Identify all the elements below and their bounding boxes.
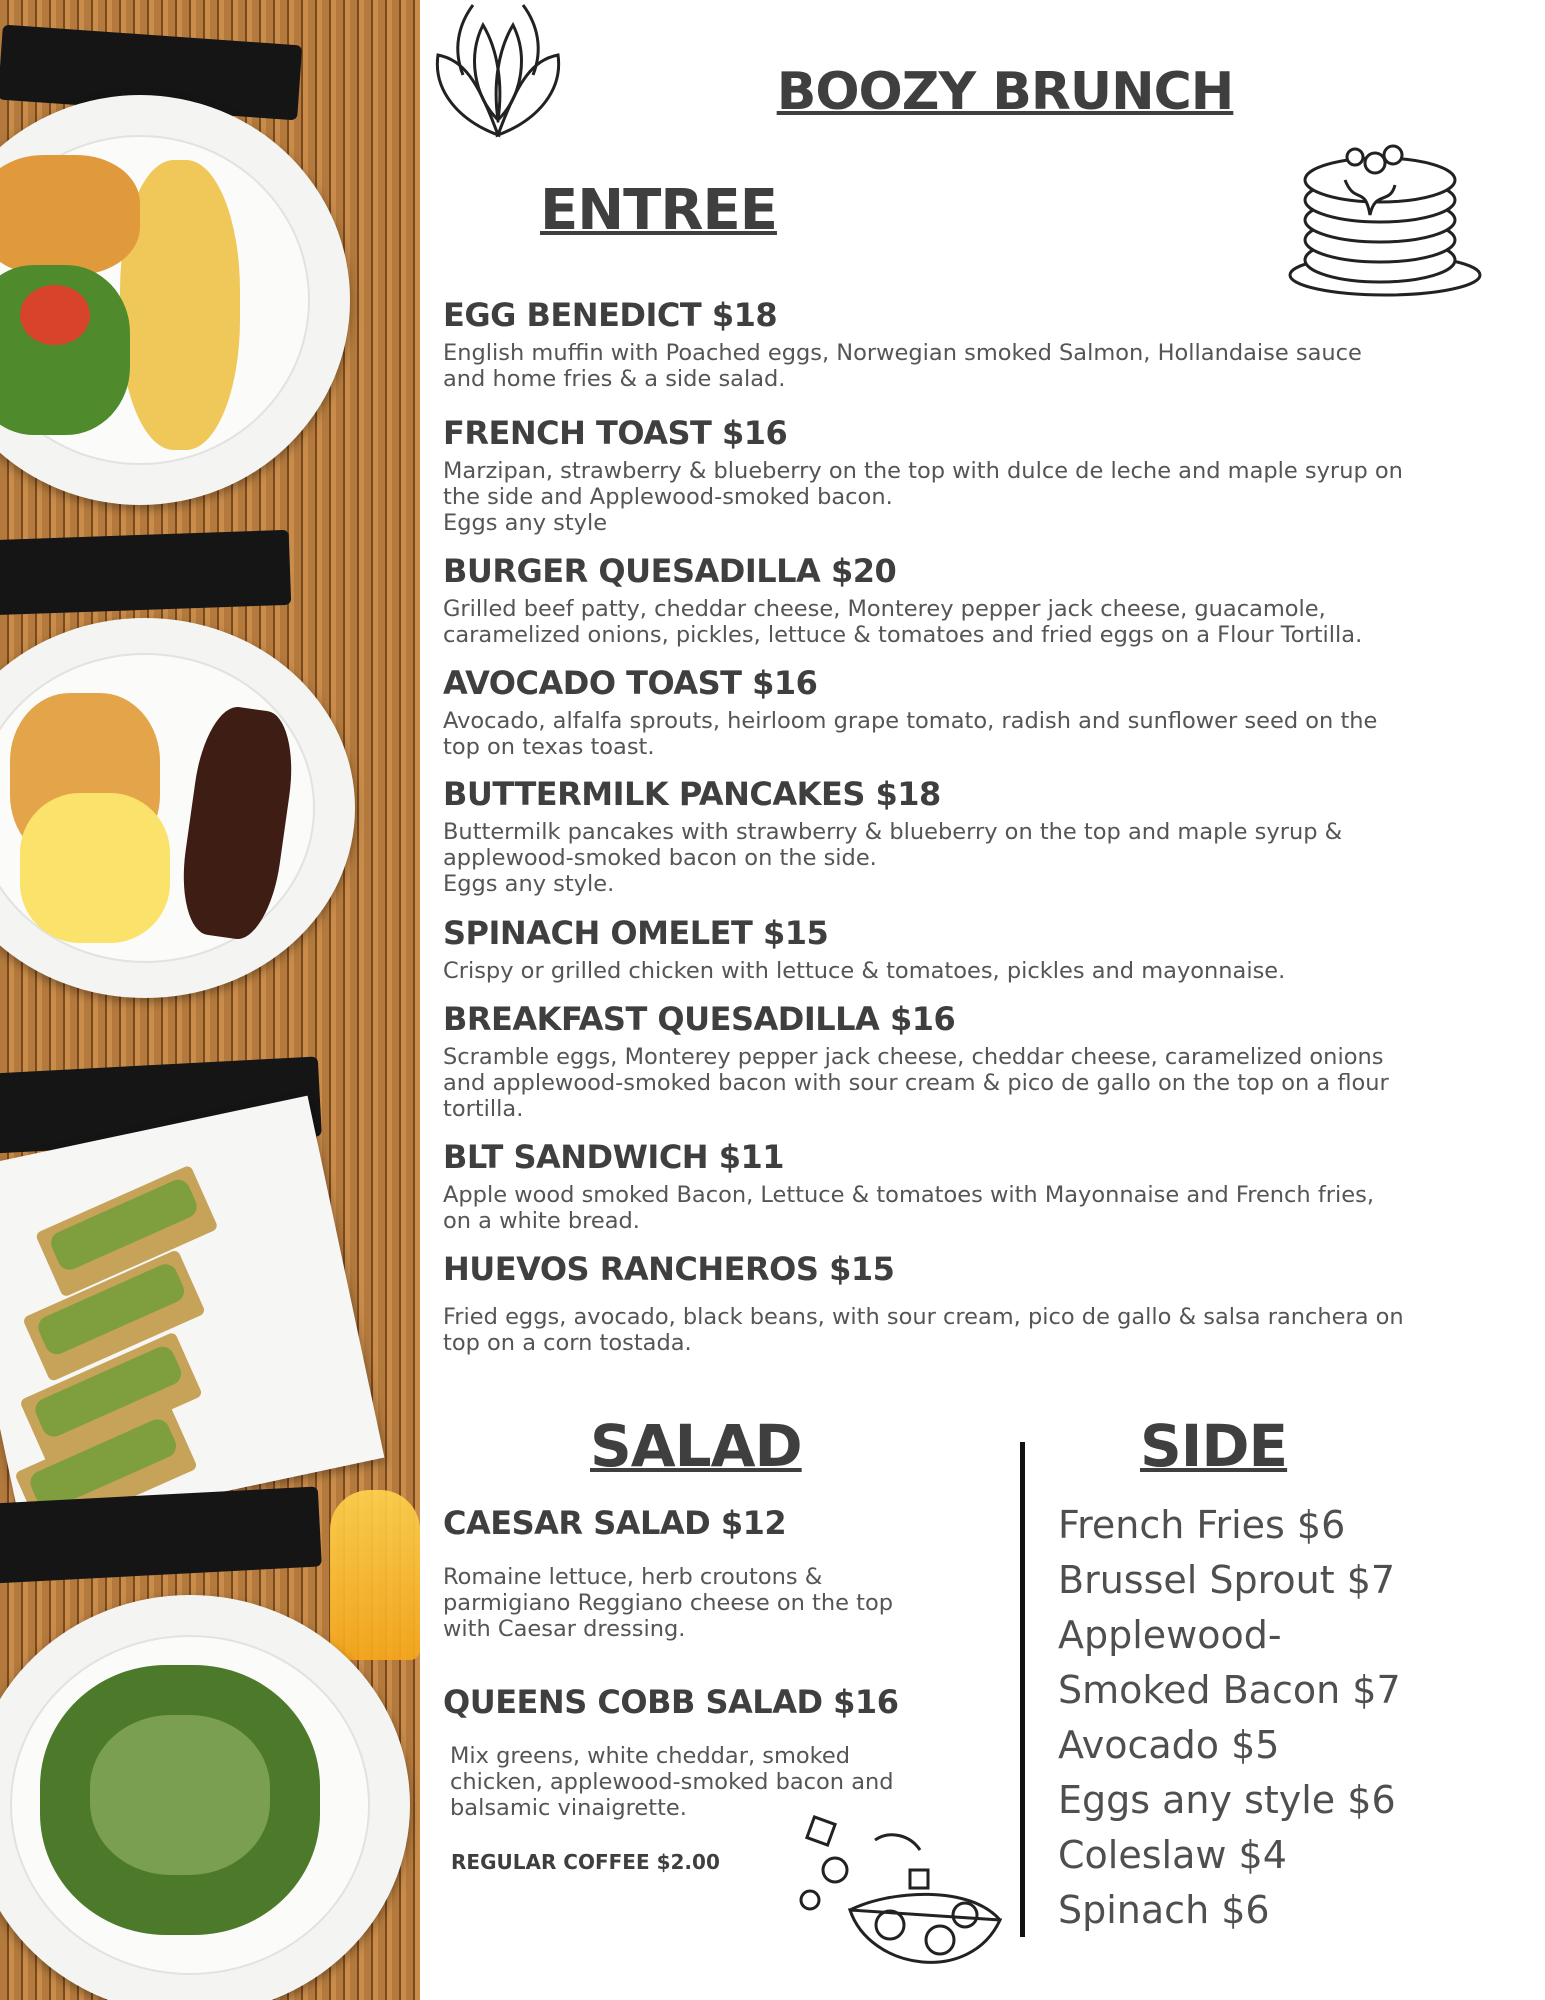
item-description: Buttermilk pancakes with strawberry & blueberry on the top and maple syrup & applewood-smoked bacon on the side. Eggs any style. (443, 819, 1343, 897)
menu-item (443, 552, 1483, 648)
item-name: BUTTERMILK PANCAKES $18 (443, 775, 941, 813)
menu-item (443, 1138, 1483, 1234)
menu-item (443, 775, 1483, 897)
item-description: Scramble eggs, Monterey pepper jack cheese, cheddar cheese, caramelized onions and applewood-smoked bacon with sour cream & pico de gallo on the top on a flour tortilla. (443, 1044, 1389, 1122)
side-item: Coleslaw $4 (1058, 1833, 1287, 1877)
item-name: BREAKFAST QUESADILLA $16 (443, 1000, 956, 1038)
artichoke-illustration (418, 0, 578, 140)
steak-plate (0, 618, 355, 998)
item-description: Romaine lettuce, herb croutons & parmigiano Reggiano cheese on the top with Caesar dressing. (443, 1564, 893, 1642)
menu-title: BOOZY BRUNCH (776, 62, 1234, 122)
item-name: QUEENS COBB SALAD $16 (443, 1683, 899, 1721)
item-description: Mix greens, white cheddar, smoked chicken, applewood-smoked bacon and balsamic vinaigrette. (450, 1743, 894, 1821)
item-description: Crispy or grilled chicken with lettuce & tomatoes, pickles and mayonnaise. (443, 958, 1286, 984)
item-name: FRENCH TOAST $16 (443, 414, 788, 452)
item-name: CAESAR SALAD $12 (443, 1504, 787, 1542)
salad-heading: SALAD (590, 1412, 802, 1480)
coffee-price: REGULAR COFFEE $2.00 (451, 1850, 720, 1874)
food-photo-strip (0, 0, 420, 2000)
avocado-toast-plate (0, 1096, 384, 1535)
menu-item (443, 914, 1483, 984)
menu-item (443, 1000, 1483, 1122)
pancake-stack-illustration (1285, 135, 1490, 300)
item-description: Grilled beef patty, cheddar cheese, Monterey pepper jack cheese, guacamole, caramelized onions, pickles, lettuce & tomatoes and fried eggs on a Flour Tortilla. (443, 596, 1363, 648)
item-name: SPINACH OMELET $15 (443, 914, 829, 952)
item-description: English muffin with Poached eggs, Norwegian smoked Salmon, Hollandaise sauce and home fries & a side salad. (443, 340, 1362, 392)
salad-bowl-illustration (790, 1800, 1020, 2000)
item-name: BLT SANDWICH $11 (443, 1138, 785, 1176)
item-description: Fried eggs, avocado, black beans, with sour cream, pico de gallo & salsa ranchera on top on a corn tostada. (443, 1304, 1404, 1356)
side-item: Applewood- Smoked Bacon $7 (1058, 1613, 1401, 1712)
menu-item (443, 1504, 963, 1642)
item-name: EGG BENEDICT $18 (443, 296, 778, 334)
item-description: Avocado, alfalfa sprouts, heirloom grape tomato, radish and sunflower seed on the top on texas toast. (443, 708, 1378, 760)
orange-juice-glass (330, 1490, 420, 1660)
item-name: HUEVOS RANCHEROS $15 (443, 1250, 895, 1288)
omelet-plate (0, 95, 350, 505)
menu-item (443, 1683, 963, 1821)
item-description: Marzipan, strawberry & blueberry on the top with dulce de leche and maple syrup on the side and Applewood-smoked bacon. Eggs any style (443, 458, 1403, 536)
side-heading: SIDE (1140, 1412, 1288, 1480)
napkin (0, 530, 291, 615)
item-name: AVOCADO TOAST $16 (443, 664, 818, 702)
side-item: Avocado $5 (1058, 1723, 1280, 1767)
item-description: Apple wood smoked Bacon, Lettuce & tomatoes with Mayonnaise and French fries, on a white bread. (443, 1182, 1374, 1234)
section-divider (1020, 1442, 1025, 1937)
menu-item (443, 664, 1483, 760)
napkin (0, 1486, 322, 1583)
side-item: Brussel Sprout $7 (1058, 1558, 1396, 1602)
menu-item (443, 296, 1483, 392)
side-item: Spinach $6 (1058, 1888, 1270, 1932)
side-item: Eggs any style $6 (1058, 1778, 1396, 1822)
entree-heading: ENTREE (540, 178, 777, 243)
side-list (1058, 1498, 1478, 1938)
side-item: French Fries $6 (1058, 1503, 1346, 1547)
menu-item (443, 1250, 1483, 1356)
menu-item (443, 414, 1483, 536)
item-name: BURGER QUESADILLA $20 (443, 552, 897, 590)
